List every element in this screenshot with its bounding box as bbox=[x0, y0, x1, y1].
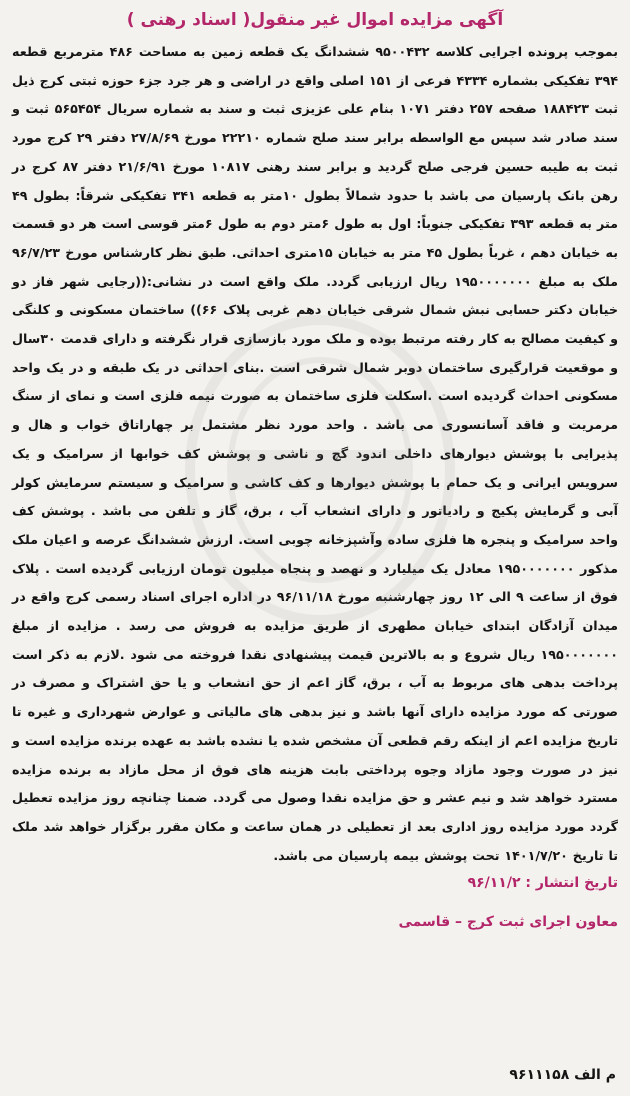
publication-date: تاریخ انتشار : ۹۶/۱۱/۲ bbox=[467, 875, 618, 892]
ad-code: م الف ۹۶۱۱۱۵۸ bbox=[509, 1067, 616, 1083]
signature: معاون اجرای ثبت کرج – قاسمی bbox=[398, 914, 618, 931]
notice-body: بموجب پرونده اجرایی کلاسه ۹۵۰۰۴۳۲ ششدانگ یک قطعه زمین به مساحت ۴۸۶ مترمربع قطعه ۳۹۴ تفکیکی بشماره ۴۳۳۴ فرعی از ۱۵۱ اصلی واقع در اراضی و هر جرد جزء حوزه ثبتی کرج ذیل ثبت ۱۸۸۴۲۳ صفحه ۲۵۷ دفتر ۱۰۷۱ بنام علی عزیزی ثبت و سند به شماره سریال ۵۶۵۴۵۴ ثبت و سند صادر شد سپس مع الواسطه برابر سند صلح شماره ۲۲۲۱۰ مورخ ۲۷/۸/۶۹ دفتر ۲۹ کرج مورد ثبت به طیبه حسین فرجی صلح گردید و برابر سند رهنی ۱۰۸۱۷ مورخ ۲۱/۶/۹۱ دفتر ۸۷ کرج در رهن بانک پارسیان می باشد با حدود شمالاً بطول ۱۰متر به قطعه ۳۴۱ تفکیکی شرقاً: بطول ۴۹ متر به قطعه ۳۹۳ تفکیکی جنوباً: اول به طول ۶متر دوم به طول ۶متر قوسی است هر دو قسمت به خیابان دهم ، غرباً بطول ۴۵ متر به خیابان ۱۵متری احداثی. طبق نظر کارشناس مورخ ۹۶/۷/۲۳ ملک به مبلغ ۱۹۵۰۰۰۰۰۰۰ ریال ارزیابی گردد. ملک واقع است در نشانی:((رجایی شهر فاز دو خیابان دکتر حسابی نبش شمال شرقی خیابان دهم غربی پلاک ۶۶)) ساختمان مسکونی و کلنگی و کیفیت مصالح به کار رفته مرتبط بوده و ملک مورد بازسازی قرار نگرفته و دارای قدمت ۳۰سال و موقعیت قرارگیری ساختمان دوبر شمال شرقی است .بنای احداثی در یک طبقه و در یک واحد مسکونی احداث گردیده است .اسکلت فلزی ساختمان به صورت نیمه فلزی است و نمای از سنگ مرمریت و فاقد آسانسوری می باشد . واحد مورد نظر مشتمل بر چهاراتاق خواب و هال و پذیرایی با پوشش دیوارهای داخلی اندود گچ و ناشی و پوشش کف خوابها از سرامیک و یک سرویس ایرانی و یک حمام با پوشش دیوارها و کف کاشی و سرامیک و سیستم سرمایش کولر آبی و گرمایش پکیج و رادیاتور و دارای انشعاب آب ، برق، گاز و تلفن می باشد . پوشش کف واحد سرامیک و پنجره ها فلزی ساده وآشپزخانه چوبی است. ارزش ششدانگ عرصه و اعیان ملک مذکور ۱۹۵۰۰۰۰۰۰۰ معادل یک میلیارد و نهصد و پنجاه میلیون تومان ارزیابی گردیده است . پلاک فوق از ساعت ۹ الی ۱۲ روز چهارشنبه مورخ ۹۶/۱۱/۱۸ در اداره اجرای اسناد رسمی کرج واقع در میدان آزادگان ابتدای خیابان مطهری از طریق مزایده به فروش می رسد . مزایده از مبلغ ۱۹۵۰۰۰۰۰۰۰ ریال شروع و به بالاترین قیمت پیشنهادی نقدا فروخته می شود .لازم به ذکر است پرداخت بدهی های مربوط به آب ، برق، گاز اعم از حق انشعاب و یا حق اشتراک و مصرف در صورتی که مورد مزایده دارای آنها باشد و نیز بدهی های مالیاتی و عوارض شهرداری و غیره تا تاریخ مزایده اعم از اینکه رقم قطعی آن مشخص شده یا نشده باشد به عهده برنده مزایده است و نیز در صورت وجود مازاد وجوه پرداختی بابت هزینه های فوق از محل مازاد به برنده مزایده مسترد خواهد شد و نیم عشر و حق مزایده نقدا وصول می گردد. ضمنا چنانچه روز مزایده تعطیل گردد مورد مزایده روز اداری بعد از تعطیلی در همان ساعت و مکان مقرر برگزار خواهد شد ملک تا تاریخ ۱۴۰۱/۷/۲۰ تحت پوشش بیمه پارسیان می باشد. bbox=[12, 44, 619, 863]
notice-title: آگهی مزایده اموال غیر منقول( اسناد رهنی ) bbox=[126, 10, 504, 30]
